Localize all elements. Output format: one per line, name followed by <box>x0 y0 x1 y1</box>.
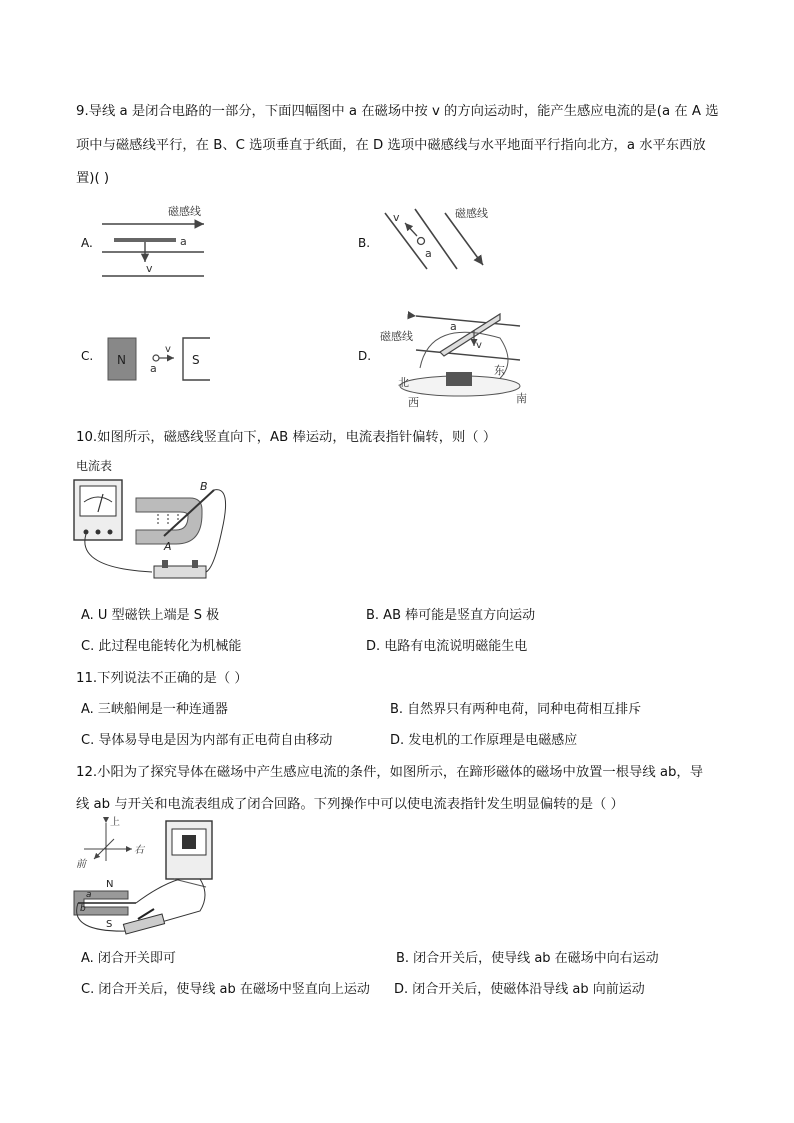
q12-stem-line-1: 12.小阳为了探究导体在磁场中产生感应电流的条件，如图所示，在蹄形磁体的磁场中放置一根导线 ab，导 <box>76 765 704 780</box>
q9a-wire-label: a <box>180 235 187 248</box>
q9d-west-label: 西 <box>408 396 419 409</box>
q9c-velocity-label: v <box>165 344 171 355</box>
q9d-north-label: 北 <box>398 376 409 389</box>
q9-stem-line-2: 项中与磁感线平行，在 B、C 选项垂直于纸面，在 D 选项中磁感线与水平地面平行指向北方，a 水平东西放 <box>76 138 706 153</box>
q11-option-a[interactable]: A. 三峡船闸是一种连通器 <box>81 702 228 717</box>
q9-stem-line-3: 置)( ) <box>76 171 110 186</box>
q10-stem: 10.如图所示，磁感线竖直向下，AB 棒运动，电流表指针偏转，则（ ） <box>76 430 497 445</box>
q9d-south-label: 南 <box>516 392 527 405</box>
q12-s-label: S <box>106 919 113 930</box>
q9b-velocity-label: v <box>393 211 400 224</box>
q12-b-label: b <box>80 904 86 914</box>
q9-figure-c <box>108 336 218 386</box>
q10-a-label: A <box>164 540 172 553</box>
q12-a-label: a <box>86 890 92 900</box>
q9d-east-label: 东 <box>494 364 505 377</box>
q9-figure-d <box>380 308 540 408</box>
q10-b-label: B <box>200 480 208 493</box>
q12-right-label: 右 <box>134 845 144 856</box>
q12-up-label: 上 <box>110 817 120 828</box>
q10-ammeter-title: 电流表 <box>76 459 113 473</box>
q9-figure-b <box>385 203 495 273</box>
q12-option-a[interactable]: A. 闭合开关即可 <box>81 951 176 966</box>
q12-stem-line-2: 线 ab 与开关和电流表组成了闭合回路。下列操作中可以使电流表指针发生明显偏转的是（ ） <box>76 797 624 812</box>
q12-front-label: 前 <box>76 859 86 870</box>
q9a-field-label: 磁感线 <box>168 205 201 218</box>
q9-option-b-label: B. <box>358 236 371 250</box>
q9c-wire-label: a <box>150 362 157 375</box>
q9d-velocity-label: v <box>476 340 482 351</box>
q9d-wire-label: a <box>450 320 457 333</box>
q10-figure <box>72 458 242 586</box>
q10-option-d[interactable]: D. 电路有电流说明磁能生电 <box>366 639 528 654</box>
q12-option-b[interactable]: B. 闭合开关后，使导线 ab 在磁场中向右运动 <box>396 951 659 966</box>
q12-option-c[interactable]: C. 闭合开关后，使导线 ab 在磁场中竖直向上运动 <box>81 982 370 997</box>
q9-option-c-label: C. <box>81 349 94 363</box>
q10-option-a[interactable]: A. U 型磁铁上端是 S 极 <box>81 608 220 623</box>
q10-option-b[interactable]: B. AB 棒可能是竖直方向运动 <box>366 608 536 623</box>
q11-option-c[interactable]: C. 导体易导电是因为内部有正电荷自由移动 <box>81 733 333 748</box>
q9d-field-label: 磁感线 <box>380 330 413 343</box>
q11-option-d[interactable]: D. 发电机的工作原理是电磁感应 <box>390 733 578 748</box>
q9c-s-label: S <box>192 353 200 367</box>
q9b-field-label: 磁感线 <box>455 207 488 220</box>
q9-option-a-label: A. <box>81 236 93 250</box>
q9-stem-line-1: 9.导线 a 是闭合电路的一部分，下面四幅图中 a 在磁场中按 v 的方向运动时，能产生感应电流的是(a 在 A 选 <box>76 104 719 119</box>
q9b-wire-label: a <box>425 247 432 260</box>
q10-option-c[interactable]: C. 此过程电能转化为机械能 <box>81 639 242 654</box>
q9a-velocity-label: v <box>146 262 153 275</box>
q11-stem: 11.下列说法不正确的是（ ） <box>76 671 248 686</box>
q9c-n-label: N <box>117 353 126 367</box>
q9-figure-a <box>100 200 220 280</box>
q11-option-b[interactable]: B. 自然界只有两种电荷，同种电荷相互排斥 <box>390 702 642 717</box>
q12-option-d[interactable]: D. 闭合开关后，使磁体沿导线 ab 向前运动 <box>394 982 645 997</box>
q12-n-label: N <box>106 879 114 890</box>
q12-figure <box>70 815 220 935</box>
q9-option-d-label: D. <box>358 349 372 363</box>
